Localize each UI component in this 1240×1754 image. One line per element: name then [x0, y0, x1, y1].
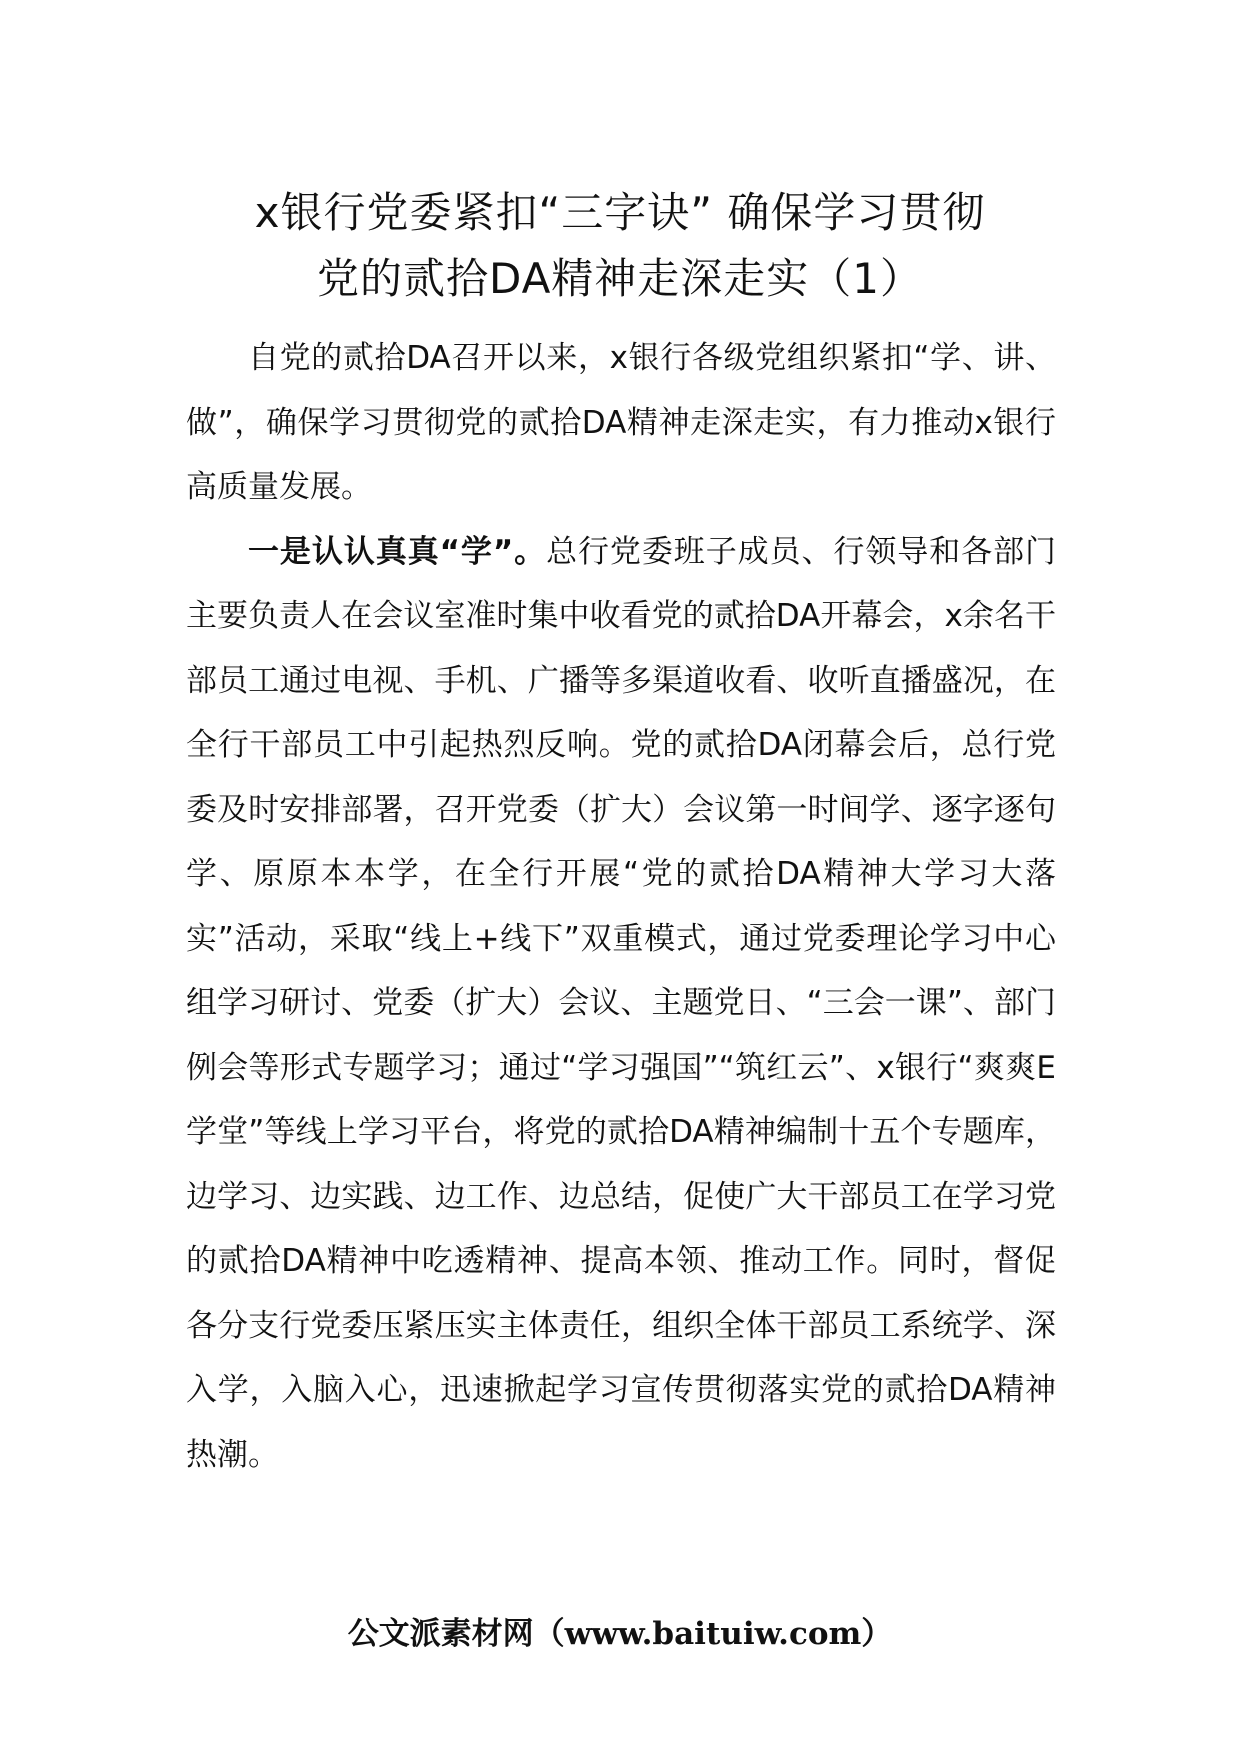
document-body [186, 326, 1056, 1487]
intro-paragraph: 自党的贰拾DA召开以来，x银行各级党组织紧扣“学、讲、做”，确保学习贯彻党的贰拾DA精神走深走实，有力推动x银行高质量发展。 [186, 340, 1056, 505]
title-line-2: 党的贰拾DA精神走深走实（1） [316, 254, 924, 303]
section-lead-1: 一是认认真真“学”。 [248, 533, 547, 570]
section-paragraph-1 [186, 520, 1056, 1488]
footer-source: 公文派素材网（www.baituiw.com） [347, 1616, 893, 1652]
document-title [150, 180, 1090, 312]
section-body-1: 总行党委班子成员、行领导和各部门主要负责人在会议室准时集中收看党的贰拾DA开幕会，x余名干部员工通过电视、手机、广播等多渠道收看、收听直播盛况，在全行干部员工中引起热烈反响。党的贰拾DA闭幕会后，总行党委及时安排部署，召开党委（扩大）会议第一时间学、逐字逐句学、原原本本学，在全行开展“党的贰拾DA精神大学习大落实”活动，采取“线上+线下”双重模式，通过党委理论学习中心组学习研讨、党委（扩大）会议、主题党日、“三会一课”、部门例会等形式专题学习；通过“学习强国”“筑红云”、x银行“爽爽E学堂”等线上学习平台，将党的贰拾DA精神编制十五个专题库，边学习、边实践、边工作、边总结，促使广大干部员工在学习党的贰拾DA精神中吃透精神、提高本领、推动工作。同时，督促各分支行党委压紧压实主体责任，组织全体干部员工系统学、深入学，入脑入心，迅速掀起学习宣传贯彻落实党的贰拾DA精神热潮。 [186, 533, 1057, 1473]
title-line-1: x银行党委紧扣“三字诀” 确保学习贯彻 [254, 188, 986, 237]
